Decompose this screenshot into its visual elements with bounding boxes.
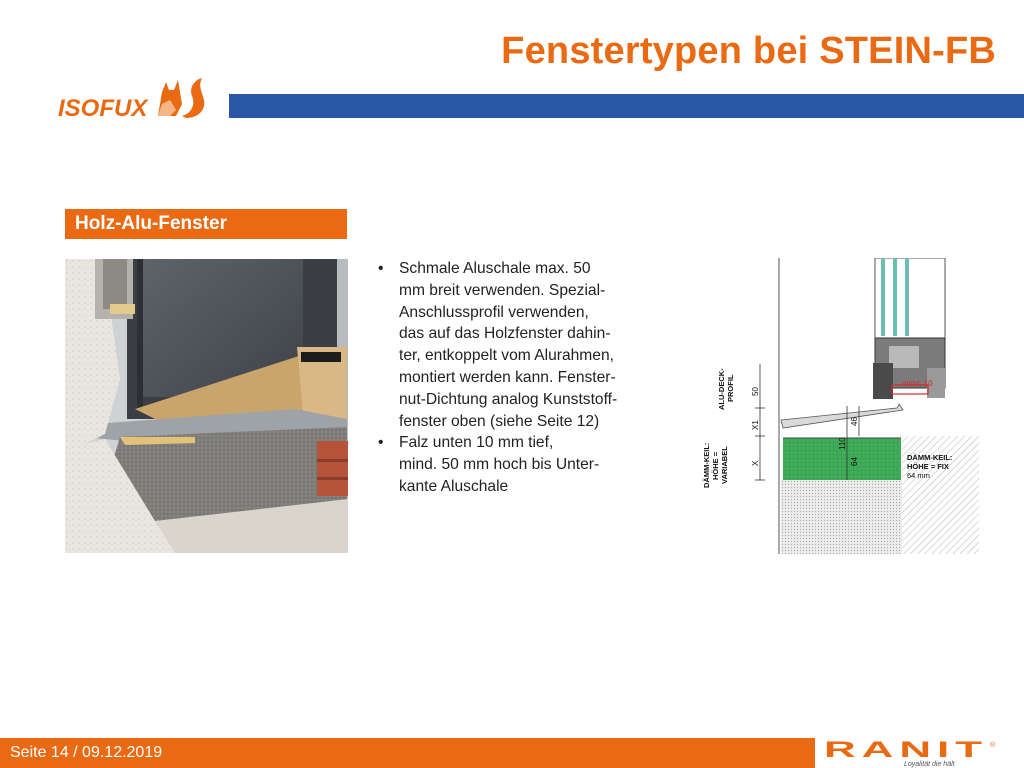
bullet-line: das auf das Holzfenster dahin- xyxy=(399,325,611,343)
bullet-line: mind. 50 mm hoch bis Unter- xyxy=(399,456,600,474)
label-keil-fix-3: 64 mm xyxy=(907,471,930,480)
label-keil-var-3: VARIABEL xyxy=(720,446,729,484)
label-keil-fix-2: HÖHE = FIX xyxy=(907,462,949,471)
ranit-logo-text: RANIT xyxy=(824,737,988,762)
footer-bar xyxy=(0,738,815,768)
dim-46: 46 xyxy=(850,417,859,426)
ranit-logo xyxy=(820,737,1000,768)
bullet-line: kante Aluschale xyxy=(399,477,509,495)
bullet-line: Schmale Aluschale max. 50 xyxy=(399,260,591,277)
page-title: Fenstertypen bei STEIN-FB xyxy=(501,30,996,72)
bullet-line: montiert werden kann. Fenster- xyxy=(399,368,616,386)
label-keil-var-2: HÖHE = xyxy=(711,451,720,480)
bullet-line: mm breit verwenden. Spezial- xyxy=(399,281,606,299)
section-title: Holz-Alu-Fenster xyxy=(65,209,347,239)
isofux-logo xyxy=(58,70,218,122)
header-bar xyxy=(229,94,1024,118)
bullet-dot-icon: • xyxy=(378,260,384,277)
label-keil-fix-1: DÄMM-KEIL: xyxy=(907,453,953,462)
bullet-line: nut-Dichtung analog Kunststoff- xyxy=(399,390,618,408)
bullet-list xyxy=(376,258,676,498)
page-info: Seite 14 / 09.12.2019 xyxy=(10,744,163,761)
dim-x1: X1 xyxy=(751,420,760,430)
dim-110: 110 xyxy=(838,437,847,450)
bullet-dot-icon: • xyxy=(378,434,384,452)
label-keil-var-1: DÄMM-KEIL: xyxy=(702,442,711,488)
section-drawing xyxy=(697,258,979,554)
label-alu-2: PROFIL xyxy=(726,374,735,402)
ranit-registered: ® xyxy=(990,742,996,749)
bullet-item xyxy=(376,258,676,432)
mind-label: mind. 10 xyxy=(902,379,933,388)
bullet-line: ter, entkoppelt vom Alurahmen, xyxy=(399,347,614,365)
dim-x: X xyxy=(751,460,760,466)
bullet-line: Falz unten 10 mm tief, xyxy=(399,434,554,452)
bullet-line: fenster oben (siehe Seite 12) xyxy=(399,412,600,430)
isofux-logo-text: ISOFUX xyxy=(58,95,148,122)
dim-64: 64 xyxy=(850,457,859,466)
bullet-item xyxy=(376,432,676,497)
bullet-line: Anschlussprofil verwenden, xyxy=(399,303,589,321)
ranit-tagline: Loyalität die hält xyxy=(904,761,955,768)
dim-50: 50 xyxy=(751,387,760,396)
window-render-image xyxy=(65,259,348,553)
label-alu-1: ALU-DECK- xyxy=(717,368,726,410)
